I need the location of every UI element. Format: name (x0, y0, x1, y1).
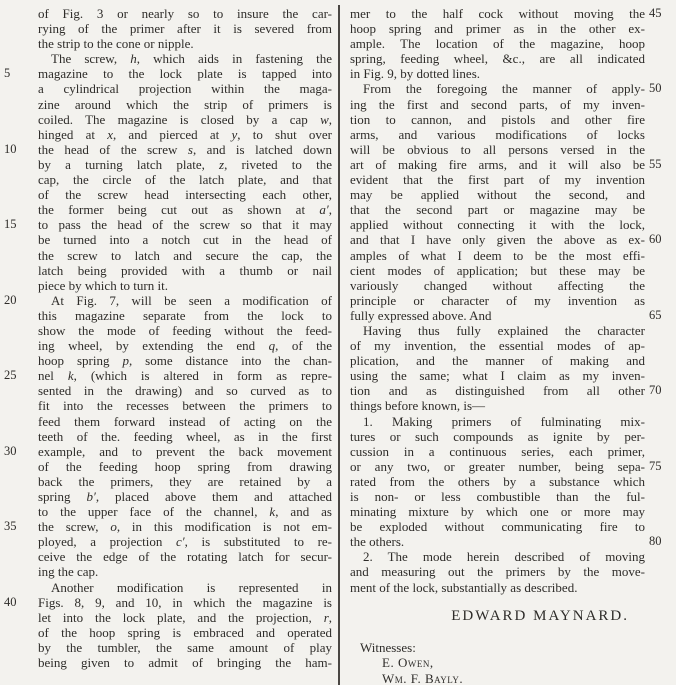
text-line: art of making fire arms, and it will also be 55 (350, 157, 645, 172)
text-line: minating mixture by which one or more may (350, 504, 645, 520)
text-line: tion to cannon, and pistols and other fire (350, 111, 645, 127)
text-line: Having thus fully explained the character (363, 322, 645, 338)
text-line: coiled. The magazine is closed by a cap w, (38, 111, 332, 127)
text-line: plication, and the manner of making and (350, 353, 645, 369)
text-line: amples of what I deem to be the most effi- (350, 247, 645, 263)
text-line: and measuring out the primers by the move- (350, 564, 645, 580)
text-line: ployed, a projection c′, is substituted to re- (38, 534, 333, 550)
text-line: example, and to prevent the back movement 30 (4, 443, 332, 459)
signature: EDWARD MAYNARD. (451, 607, 629, 624)
text-line: rying of the primer after it is severed from (38, 21, 332, 37)
line-number: 60 (649, 232, 662, 247)
text-line: show the mode of feeding without the feed- (38, 322, 332, 338)
text-line: ample. The location of the magazine, hoop (350, 36, 645, 52)
text-line: the screw to latch and secure the cap, the (38, 247, 332, 263)
text-line: The screw, h, which aids in fastening the (51, 51, 333, 67)
text-line: is non- or less combustible than the ful- (350, 489, 645, 504)
text-line: to the upper face of the channel, k, and as (38, 504, 332, 520)
text-line: of the screw head intersecting each other, (38, 187, 332, 203)
text-line: be turned into a notch cut in the head of (38, 232, 332, 248)
line-number: 30 (4, 443, 17, 458)
left-column (4, 6, 333, 671)
text-line: ing the first and second parts, of my inven- (350, 96, 645, 112)
line-number: 5 (4, 66, 11, 81)
text-line: magazine to the lock plate is tapped into 5 (4, 66, 332, 82)
witnesses-block (350, 640, 645, 685)
text-line: piece by which to turn it. (38, 277, 168, 293)
text-line: sented in the drawing) and so curved as to (38, 383, 332, 399)
text-line: hoop spring and primer as in the other ex- (350, 21, 645, 37)
line-number: 55 (649, 156, 662, 171)
text-line: using the same; what I claim as my inven- (350, 368, 645, 384)
text-line: ing wheel, by extending the end q, of the (38, 338, 332, 354)
line-number: 75 (649, 458, 662, 473)
text-line: tures or such compounds as ignite by per- (350, 428, 645, 444)
text-line: fit into the recesses between the primers to (38, 398, 332, 414)
text-line: this magazine separate from the lock to (38, 307, 332, 323)
line-number: 80 (649, 534, 662, 549)
text-line: fully expressed above. And 65 (350, 308, 645, 323)
text-line: evident that the first part of my invention (350, 172, 645, 188)
text-line: let into the lock plate, and the projection, r, (38, 609, 332, 625)
text-line: and that I have only given the above as ex- 60 (350, 232, 645, 247)
text-line: cussion in a continuous series, each primer, (350, 443, 645, 459)
text-line: the head of the screw s, and is latched down 10 (4, 141, 332, 157)
text-line: Another modification is represented in (51, 579, 332, 595)
text-line: tion and as distinguished from all other 70 (350, 383, 645, 398)
text-line: ing the cap. (38, 564, 99, 580)
text-line: spring, feeding wheel, &c., are all indicated (350, 51, 645, 67)
line-number: 40 (4, 594, 17, 609)
right-column-lines (350, 6, 662, 595)
text-line: back the primers, they are retained by a (38, 473, 332, 489)
text-line: may be applied without the second, and (350, 187, 645, 203)
text-line: cient modes of application; but these may be (350, 262, 645, 278)
line-number: 65 (649, 307, 662, 322)
text-line: of the hoop spring is embraced and operated (38, 624, 332, 640)
line-number: 15 (4, 217, 17, 232)
text-line: Figs. 8, 9, and 10, in which the magazine is 40 (4, 594, 332, 610)
text-line: 1. Making primers of fulminating mix- (363, 413, 645, 429)
text-line: teeth of the. feeding wheel, as in the first (38, 428, 332, 444)
line-number: 50 (649, 81, 662, 96)
text-line: At Fig. 7, will be seen a modification of 20 (4, 292, 332, 308)
text-line: From the foregoing the manner of apply- 50 (350, 81, 645, 96)
text-line: variously changed without affecting the (350, 277, 645, 293)
line-number: 70 (649, 383, 662, 398)
text-line: will be obvious to all persons versed in the (350, 141, 645, 157)
line-number: 45 (649, 6, 662, 20)
text-line: things before known, is— (350, 398, 486, 414)
line-number: 25 (4, 368, 17, 383)
text-line: of Fig. 3 or nearly so to insure the car- (38, 6, 332, 21)
text-line: of the feeding hoop spring from drawing (38, 458, 332, 474)
text-line: of my invention, the essential modes of ap- (350, 338, 645, 354)
line-number: 10 (4, 141, 17, 156)
column-divider-rule (338, 5, 340, 685)
witness-name: E. Owen, (382, 655, 434, 671)
right-column (350, 6, 662, 685)
text-line: principle or character of my invention as (350, 292, 645, 308)
text-line: ment of the lock, substantially as described. (350, 579, 578, 595)
text-line: nel k, (which is altered in form as repre- 25 (4, 368, 333, 384)
text-line: in Fig. 9, by dotted lines. (350, 66, 480, 82)
text-line: the strip to the cone or nipple. (38, 36, 194, 52)
text-line: by a turning latch plate, z, riveted to the (38, 156, 332, 172)
text-line: cap, the circle of the latch plate, and that (38, 172, 332, 188)
witnesses-label: Witnesses: (360, 639, 416, 655)
text-line: or any two, or greater number, being sepa- 75 (350, 459, 645, 474)
text-line: latch being provided with a thumb or nail (38, 262, 332, 278)
text-line: the others. 80 (350, 534, 645, 549)
text-line: hoop spring p, some distance into the chan- (38, 353, 333, 369)
text-line: 2. The mode herein described of moving (363, 549, 645, 565)
text-line: ceive the edge of the rotating latch for secur- (38, 549, 332, 565)
text-line: that the second part or magazine may be (350, 202, 645, 218)
text-line: the screw, o, in this modification is not em- 35 (4, 519, 332, 535)
text-line: the former being cut out as shown at a′, (38, 202, 332, 218)
text-line: being given to admit of bringing the ham- (38, 655, 332, 671)
text-line: to pass the head of the screw so that it may 15 (4, 217, 332, 233)
text-line: hinged at x, and pierced at y, to shut over (38, 126, 333, 142)
line-number: 20 (4, 292, 17, 307)
text-line: rated from the others by a substance which (350, 473, 645, 489)
witness-name: Wm. F. Bayly. (382, 670, 464, 685)
text-line: a cylindrical projection within the maga- (38, 81, 332, 97)
text-line: by the tumbler, the same amount of play (38, 639, 332, 655)
text-line: feed them forward instead of acting on the (38, 413, 332, 429)
text-line: arms, and various modifications of locks (350, 126, 645, 142)
text-line: applied without connecting it with the lock, (350, 217, 645, 233)
text-line: zine around which the strip of primers is (38, 96, 332, 112)
line-number: 35 (4, 519, 17, 534)
text-line: mer to the half cock without moving the 45 (350, 6, 645, 21)
text-line: spring b′, placed above them and attached (38, 489, 333, 504)
text-line: be exploded without communicating fire to (350, 519, 645, 535)
